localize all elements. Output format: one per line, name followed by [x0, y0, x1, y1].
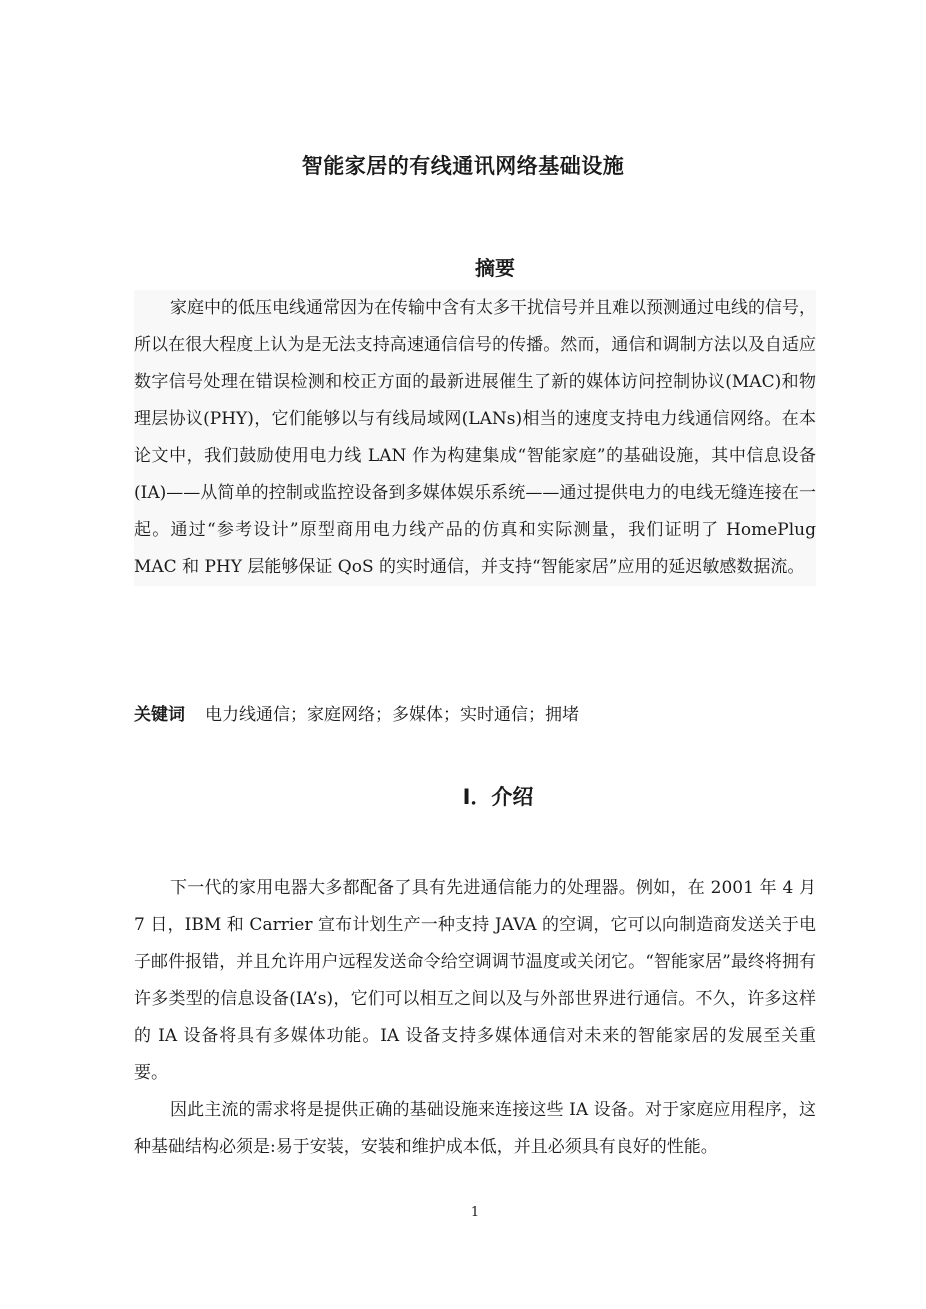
abstract-heading: 摘要 [475, 256, 515, 280]
keywords-label: 关键词 [134, 705, 185, 725]
abstract-text: 家庭中的低压电线通常因为在传输中含有太多干扰信号并且难以预测通过电线的信号，所以在很大程度上认为是无法支持高速通信信号的传播。然而，通信和调制方法以及自适应数字信号处理在错误检测和校正方面的最新进展催生了新的媒体访问控制协议(MAC)和物理层协议(PHY)，它们能够以与有线局域网(LANs)相当的速度支持电力线通信网络。在本论文中，我们鼓励使用电力线 LAN 作为构建集成“智能家庭”的基础设施，其中信息设备(IA)——从简单的控制或监控设备到多媒体娱乐系统——通过提供电力的电线无缝连接在一起。通过“参考设计”原型商用电力线产品的仿真和实际测量，我们证明了 HomePlug MAC 和 PHY 层能够保证 QoS 的实时通信，并支持“智能家居”应用的延迟敏感数据流。 [134, 290, 816, 586]
paper-title: 智能家居的有线通讯网络基础设施 [301, 154, 625, 178]
section-heading-introduction: I．介绍 [462, 785, 534, 809]
body-paragraph: 因此主流的需求将是提供正确的基础设施来连接这些 IA 设备。对于家庭应用程序，这种基础结构必须是:易于安装，安装和维护成本低，并且必须具有良好的性能。 [134, 1100, 816, 1157]
body-paragraph: 下一代的家用电器大多都配备了具有先进通信能力的处理器。例如，在 2001 年 4 月 7 日，IBM 和 Carrier 宣布计划生产一种支持 JAVA 的空调，它可以向制造商发送关于电子邮件报错，并且允许用户远程发送命令给空调调节温度或关闭它。“智能家居”最终将拥有许多类型的信息设备(IA’s)，它们可以相互之间以及与外部世界进行通信。不久，许多这样的 IA 设备将具有多媒体功能。IA 设备支持多媒体通信对未来的智能家居的发展至关重要。 [134, 878, 816, 1083]
keywords-line [134, 703, 579, 727]
page-number: 1 [470, 1205, 480, 1220]
keywords-text: 电力线通信；家庭网络；多媒体；实时通信；拥堵 [205, 705, 579, 725]
